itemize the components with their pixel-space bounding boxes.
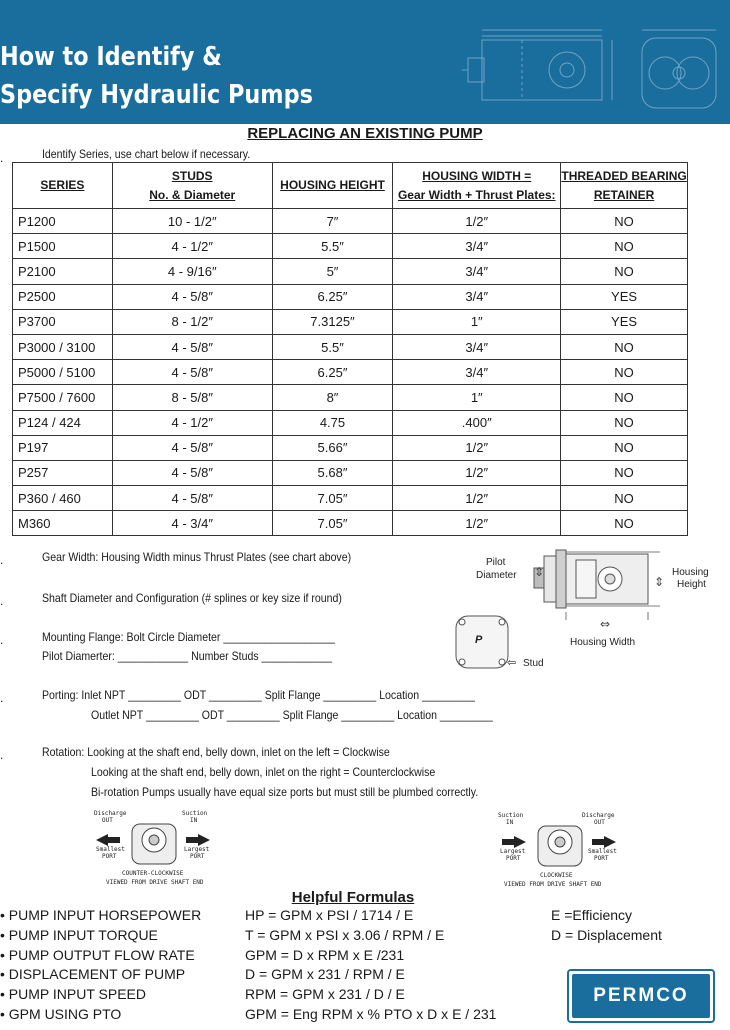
step-5-line2: Outlet NPT _________ ODT _________ Split Flange _________ Location _________ <box>91 708 493 722</box>
section-title: REPLACING AN EXISTING PUMP <box>247 125 483 142</box>
table-header-row <box>13 163 688 209</box>
header-housing-width: HOUSING WIDTH = Gear Width + Thrust Plates: <box>393 163 561 209</box>
step-2-text: Gear Width: Housing Width minus Thrust Plates (see chart above) <box>42 550 352 564</box>
page-title-line2: Specify Hydraulic Pumps <box>0 80 313 110</box>
step-4-line2: Pilot Diamerter: ____________ Number Studs ____________ <box>42 649 333 663</box>
legend-displacement: D = Displacement <box>551 927 662 943</box>
table-row: P124 / 424 4 - 1/2″ 4.75 .400″ NO <box>13 410 688 435</box>
step-6-line3: Bi-rotation Pumps usually have equal size ports but must still be plumbed correctly. <box>91 785 479 799</box>
table-row: P197 4 - 5/8″ 5.66″ 1/2″ NO <box>13 435 688 460</box>
rotation-diagram-clockwise: Suction IN Discharge OUT Largest PORT Smallest PORT CLOCKWISE VIEWED FROM DRIVE SHAFT END <box>496 812 626 892</box>
table-row: P5000 / 5100 4 - 5/8″ 6.25″ 3/4″ NO <box>13 360 688 385</box>
svg-text:⇕: ⇕ <box>654 575 665 589</box>
permco-logo <box>567 969 715 1023</box>
header-series: SERIES <box>13 163 113 209</box>
formula-label: • DISPLACEMENT OF PUMP <box>0 966 186 982</box>
header-housing-height: HOUSING HEIGHT <box>272 163 393 209</box>
housing-height-label-line2: Height <box>677 579 706 590</box>
pump-blueprint-drawing <box>462 24 724 116</box>
step-1-text: Identify Series, use chart below if necessary. <box>42 147 251 161</box>
legend-efficiency: E =Efficiency <box>551 907 633 923</box>
table-row: P1500 4 - 1/2″ 5.5″ 3/4″ NO <box>13 234 688 259</box>
formula-label: • GPM USING PTO <box>0 1006 122 1022</box>
pump-series-table <box>12 162 688 536</box>
pilot-label-line2: Diameter <box>476 570 517 581</box>
step-5-line1: Porting: Inlet NPT _________ ODT _________ Split Flange _________ Location _________ <box>42 688 475 702</box>
formula-expression: D = GPM x 231 / RPM / E <box>245 966 405 982</box>
housing-height-label-line1: Housing <box>672 567 709 578</box>
step-5-marker: . <box>0 691 4 705</box>
formula-expression: HP = GPM x PSI / 1714 / E <box>245 907 414 923</box>
stud-arrow-icon: ⇦ <box>507 657 517 669</box>
formulas-title: Helpful Formulas <box>291 889 415 906</box>
pilot-label-line1: Pilot <box>486 557 506 568</box>
table-row: P7500 / 7600 8 - 5/8″ 8″ 1″ NO <box>13 385 688 410</box>
table-row: P3000 / 3100 4 - 5/8″ 5.5″ 3/4″ NO <box>13 334 688 359</box>
housing-width-label: Housing Width <box>570 637 636 648</box>
flange-p-mark: P <box>475 634 483 646</box>
svg-text:⇔: ⇔ <box>600 617 611 631</box>
table-row: P360 / 460 4 - 5/8″ 7.05″ 1/2″ NO <box>13 486 688 511</box>
pump-side-view-figure <box>530 540 730 640</box>
step-1-marker: . <box>0 151 4 165</box>
page-title <box>0 38 313 114</box>
formula-expression: RPM = GPM x 231 / D / E <box>245 986 405 1002</box>
page-title-line1: How to Identify & <box>0 42 222 72</box>
step-3-marker: . <box>0 594 4 608</box>
step-2-marker: . <box>0 553 4 567</box>
table-row: M360 4 - 3/4″ 7.05″ 1/2″ NO <box>13 511 688 536</box>
table-row: P1200 10 - 1/2″ 7″ 1/2″ NO <box>13 209 688 234</box>
formula-expression: T = GPM x PSI x 3.06 / RPM / E <box>245 927 445 943</box>
header-banner <box>0 0 730 124</box>
table-row: P3700 8 - 1/2″ 7.3125″ 1″ YES <box>13 309 688 334</box>
table-row: P2100 4 - 9/16″ 5″ 3/4″ NO <box>13 259 688 284</box>
table-row: P257 4 - 5/8″ 5.68″ 1/2″ NO <box>13 460 688 485</box>
svg-text:⇕: ⇕ <box>534 565 545 579</box>
formula-expression: GPM = Eng RPM x % PTO x D x E / 231 <box>245 1006 497 1022</box>
permco-logo-text: PERMCO <box>572 974 710 1018</box>
formula-label: • PUMP OUTPUT FLOW RATE <box>0 947 195 963</box>
ccw-pump-icon <box>88 820 218 868</box>
step-4-line1: Mounting Flange: Bolt Circle Diameter ___________________ <box>42 630 335 644</box>
table-row: P2500 4 - 5/8″ 6.25″ 3/4″ YES <box>13 284 688 309</box>
formula-label: • PUMP INPUT TORQUE <box>0 927 158 943</box>
header-studs: STUDS No. & Diameter <box>112 163 272 209</box>
step-6-marker: . <box>0 748 4 762</box>
step-4-marker: . <box>0 633 4 647</box>
formula-label: • PUMP INPUT SPEED <box>0 986 146 1002</box>
rotation-diagram-counterclockwise: Discharge OUT Suction IN Smallest PORT Largest PORT COUNTER-CLOCKWISE VIEWED FROM DRIVE SHAFT END <box>88 810 218 890</box>
step-6-line1: Rotation: Looking at the shaft end, belly down, inlet on the left = Clockwise <box>42 745 390 759</box>
step-6-line2: Looking at the shaft end, belly down, inlet on the right = Counterclockwise <box>91 765 436 779</box>
stud-label: Stud <box>523 658 544 669</box>
formula-expression: GPM = D x RPM x E /231 <box>245 947 405 963</box>
formula-label: • PUMP INPUT HORSEPOWER <box>0 907 202 923</box>
header-threaded-bearing-retainer: THREADED BEARING RETAINER <box>561 163 688 209</box>
step-3-text: Shaft Diameter and Configuration (# splines or key size if round) <box>42 591 342 605</box>
cw-pump-icon <box>496 822 626 870</box>
